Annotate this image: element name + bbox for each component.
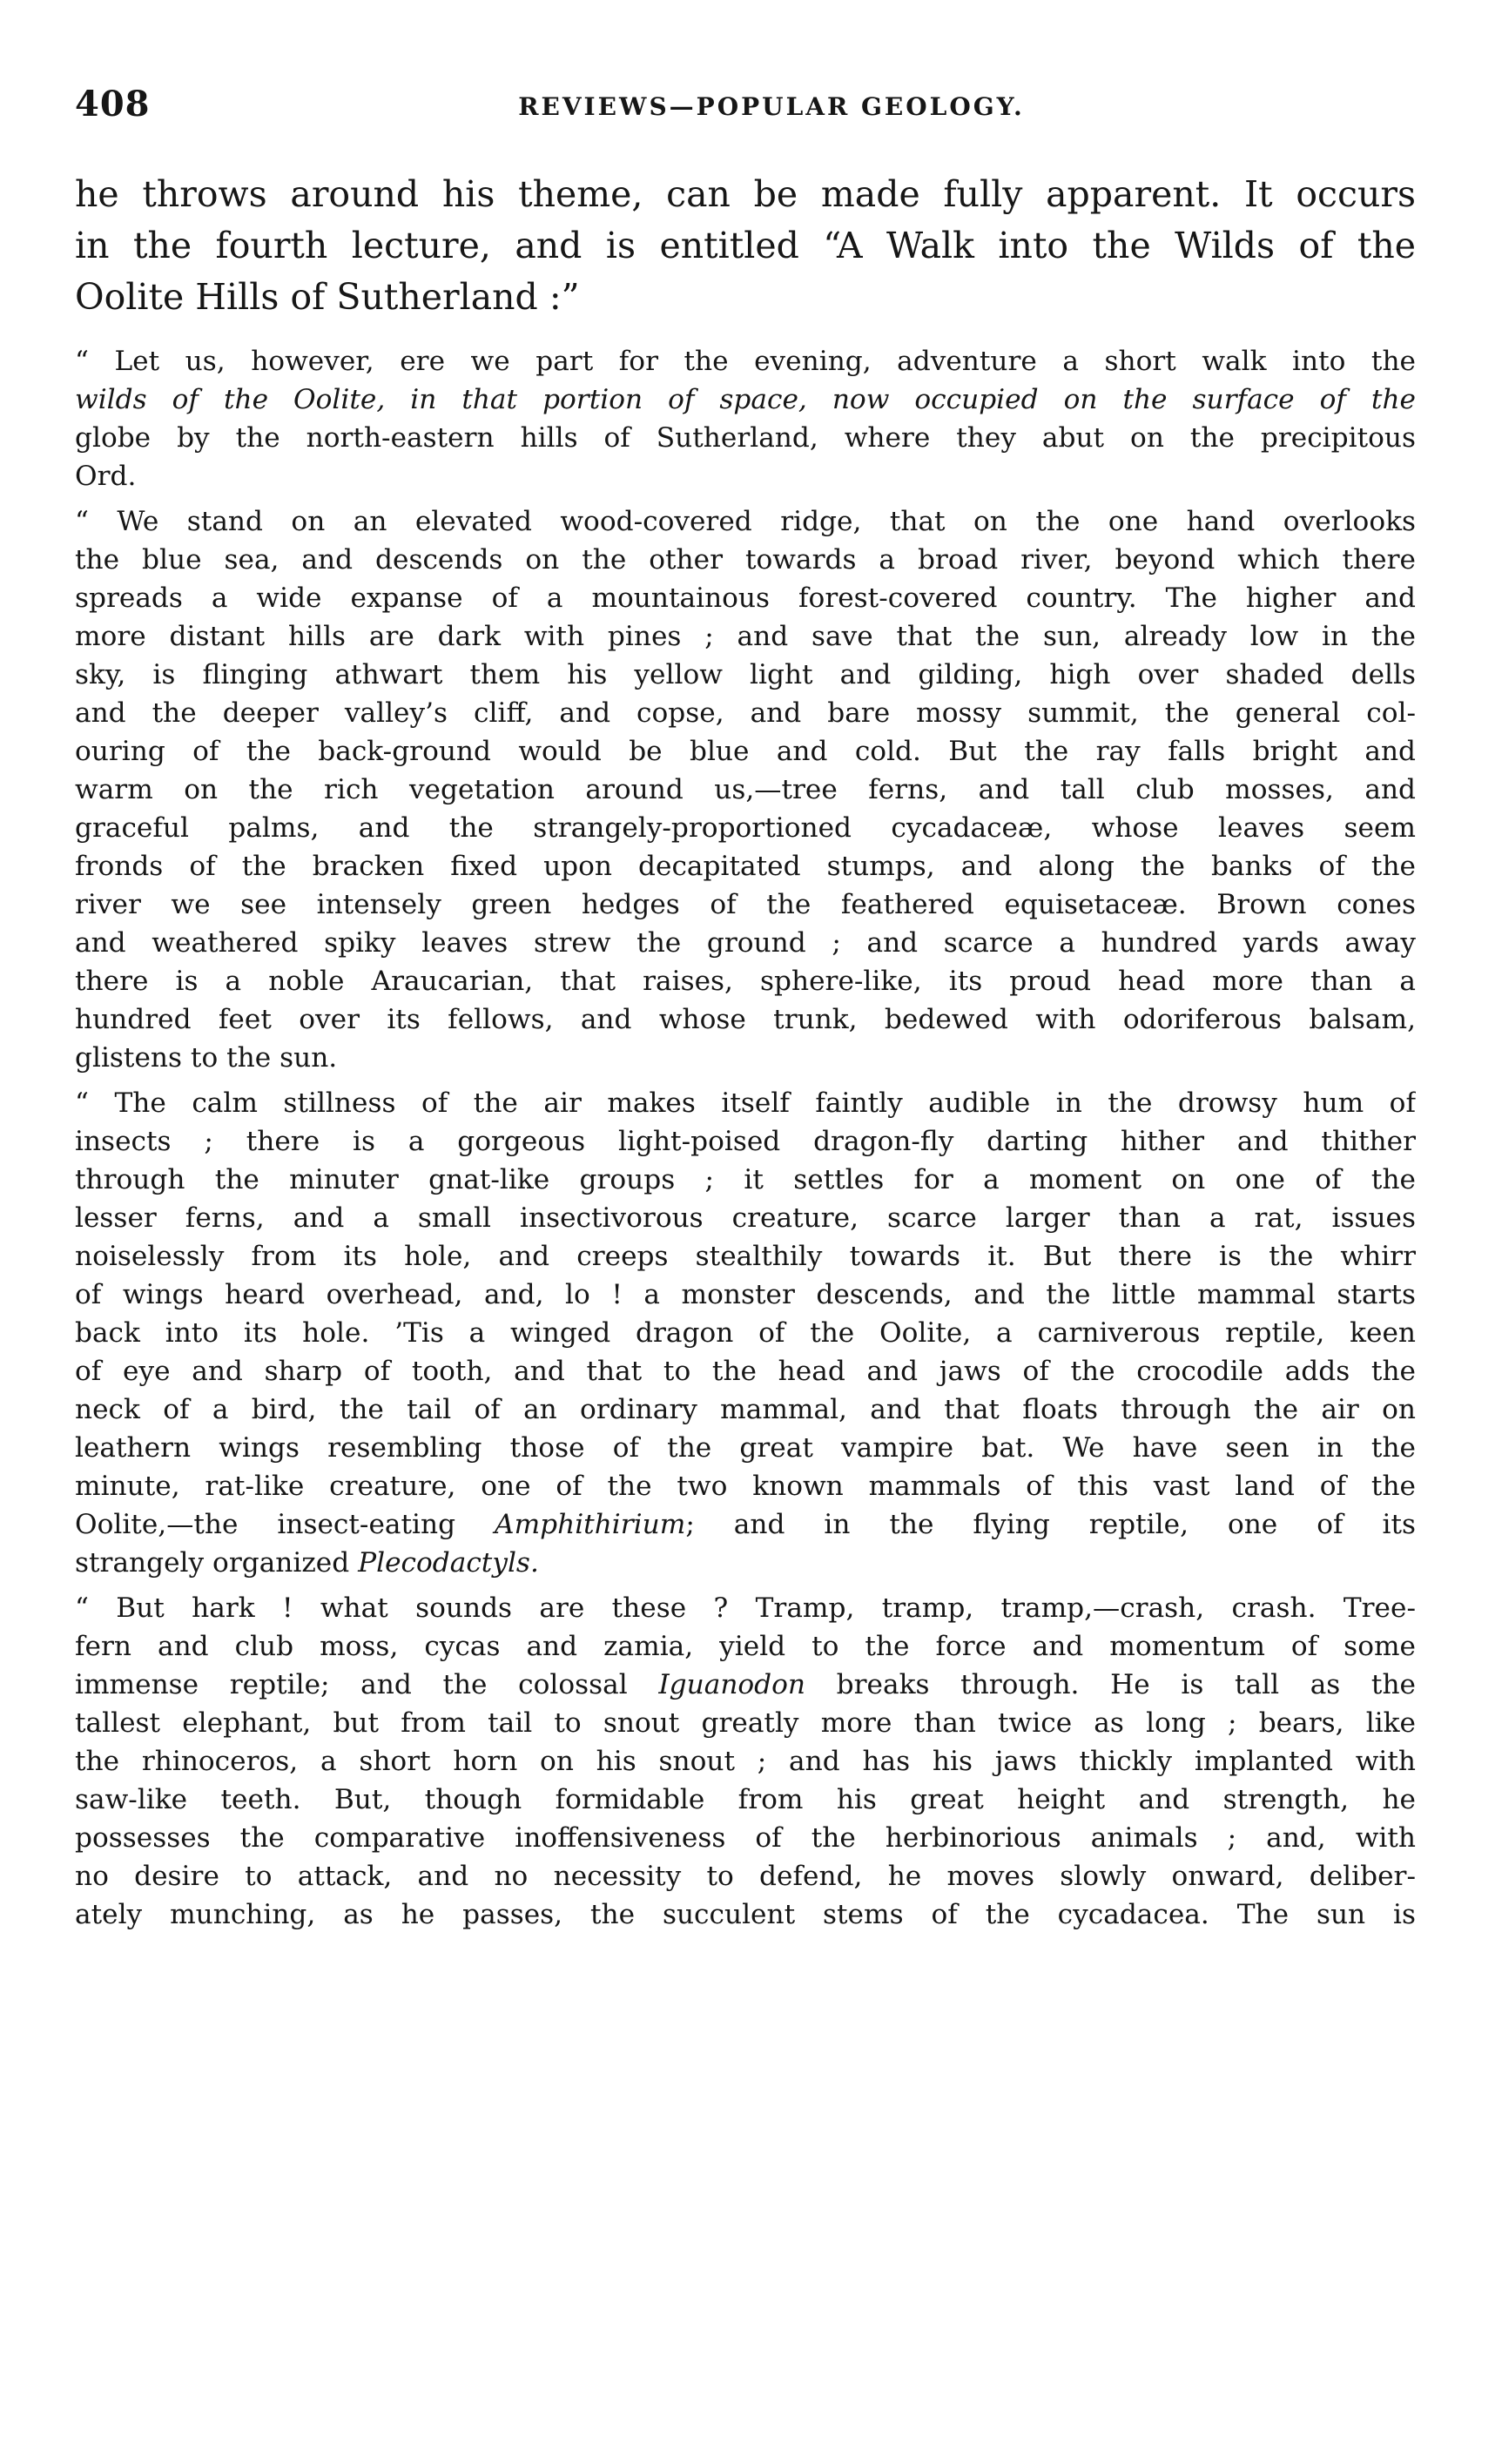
page-number: 408 xyxy=(75,84,151,125)
text-run: ouring of the back-ground would be blue and cold. But the ray falls bright and xyxy=(75,736,1416,767)
quote-paragraph xyxy=(75,1589,1416,1934)
text-run: tallest elephant, but from tail to snout greatly more than twice as long ; bears, like xyxy=(75,1707,1416,1739)
italic-text: Plecodactyls. xyxy=(358,1547,539,1579)
text-run: neck of a bird, the tail of an ordinary mammal, and that floats through the air on xyxy=(75,1394,1416,1425)
text-line xyxy=(75,962,1416,1000)
italic-text: wilds of the Oolite, in that portion of space, now occupied on the surface of the xyxy=(75,384,1416,415)
text-line xyxy=(75,694,1416,732)
text-line xyxy=(75,1276,1416,1314)
text-line xyxy=(75,885,1416,924)
book-page xyxy=(75,84,1416,1941)
text-line xyxy=(75,1000,1416,1039)
text-run: “ The calm stillness of the air makes itself faintly audible in the drowsy hum of xyxy=(75,1087,1416,1119)
quote-paragraph xyxy=(75,1084,1416,1582)
text-line xyxy=(75,1467,1416,1505)
text-run: “ But hark ! what sounds are these ? Tramp, tramp, tramp,—crash, crash. Tree- xyxy=(75,1592,1416,1624)
text-run: ately munching, as he passes, the succulent stems of the cycadacea. The sun is xyxy=(75,1899,1416,1930)
text-line xyxy=(75,457,1416,495)
text-run: more distant hills are dark with pines ; and save that the sun, already low in the xyxy=(75,621,1416,652)
quote-paragraph xyxy=(75,502,1416,1077)
text-line xyxy=(75,1199,1416,1237)
text-run: hundred feet over its fellows, and whose trunk, bedewed with odoriferous balsam, xyxy=(75,1004,1416,1035)
lead-paragraph xyxy=(75,169,1416,323)
text-line xyxy=(75,1084,1416,1122)
text-run: of wings heard overhead, and, lo ! a monster descends, and the little mammal starts xyxy=(75,1279,1416,1310)
text-line xyxy=(75,1857,1416,1895)
text-line xyxy=(75,1237,1416,1276)
text-line xyxy=(75,342,1416,380)
text-run: minute, rat-like creature, one of the two known mammals of this vast land of the xyxy=(75,1471,1416,1502)
text-run: possesses the comparative inoffensiveness of the herbinorious animals ; and, with xyxy=(75,1822,1416,1854)
text-run: through the minuter gnat-like groups ; it settles for a moment on one of the xyxy=(75,1164,1416,1195)
text-line xyxy=(75,1039,1416,1077)
text-line xyxy=(75,732,1416,771)
text-line xyxy=(75,1429,1416,1467)
italic-text: Iguanodon xyxy=(658,1669,806,1700)
text-run: sky, is flinging athwart them his yellow light and gilding, high over shaded dells xyxy=(75,659,1416,690)
text-run: “ We stand on an elevated wood-covered ridge, that on the one hand overlooks xyxy=(75,506,1416,537)
page-header xyxy=(75,84,1416,139)
text-run: globe by the north-eastern hills of Sutherland, where they abut on the precipitous xyxy=(75,422,1416,454)
text-run: breaks through. He is tall as the xyxy=(805,1669,1416,1700)
quoted-passage xyxy=(75,342,1416,1934)
text-run: leathern wings resembling those of the great vampire bat. We have seen in the xyxy=(75,1432,1416,1464)
italic-text: Amphithirium xyxy=(495,1509,686,1540)
text-line xyxy=(75,1544,1416,1582)
text-run: Ord. xyxy=(75,461,137,492)
text-run: spreads a wide expanse of a mountainous forest-covered country. The higher and xyxy=(75,582,1416,614)
text-line xyxy=(75,656,1416,694)
text-line xyxy=(75,1390,1416,1429)
text-line xyxy=(75,1161,1416,1199)
text-line xyxy=(75,924,1416,962)
text-run: the blue sea, and descends on the other towards a broad river, beyond which there xyxy=(75,544,1416,576)
text-run: lesser ferns, and a small insectivorous creature, scarce larger than a rat, issues xyxy=(75,1202,1416,1234)
text-run: Oolite,—the insect-eating xyxy=(75,1509,495,1540)
quote-paragraph xyxy=(75,342,1416,495)
text-run: fern and club moss, cycas and zamia, yield to the force and momentum of some xyxy=(75,1631,1416,1662)
text-line xyxy=(75,847,1416,885)
text-run: strangely organized xyxy=(75,1547,359,1579)
text-run: insects ; there is a gorgeous light-poised dragon-fly darting hither and thither xyxy=(75,1126,1416,1157)
text-line xyxy=(75,1505,1416,1544)
text-run: river we see intensely green hedges of the feathered equisetaceæ. Brown cones xyxy=(75,889,1416,920)
text-line xyxy=(75,1627,1416,1666)
text-line xyxy=(75,1589,1416,1627)
text-line xyxy=(75,541,1416,579)
text-line xyxy=(75,617,1416,656)
text-line xyxy=(75,419,1416,457)
text-line xyxy=(75,502,1416,541)
text-run: saw-like teeth. But, though formidable from his great height and strength, he xyxy=(75,1784,1416,1815)
text-line xyxy=(75,1742,1416,1781)
text-run: noiselessly from its hole, and creeps stealthily towards it. But there is the whirr xyxy=(75,1241,1416,1272)
text-line xyxy=(75,1314,1416,1352)
text-run: warm on the rich vegetation around us,—tree ferns, and tall club mosses, and xyxy=(75,774,1416,805)
text-run: and the deeper valley’s cliff, and copse, and bare mossy summit, the general col- xyxy=(75,697,1416,729)
text-run: fronds of the bracken fixed upon decapitated stumps, and along the banks of the xyxy=(75,851,1416,882)
text-line xyxy=(75,579,1416,617)
text-run: no desire to attack, and no necessity to defend, he moves slowly onward, deliber- xyxy=(75,1861,1416,1892)
text-line xyxy=(75,1781,1416,1819)
text-run: immense reptile; and the colossal xyxy=(75,1669,659,1700)
text-run: the rhinoceros, a short horn on his snout ; and has his jaws thickly implanted with xyxy=(75,1746,1416,1777)
text-line xyxy=(75,1122,1416,1161)
text-line xyxy=(75,1895,1416,1934)
text-line xyxy=(75,1352,1416,1390)
text-run: ; and in the flying reptile, one of its xyxy=(685,1509,1416,1540)
running-head: REVIEWS—POPULAR GEOLOGY. xyxy=(518,92,1025,121)
text-line xyxy=(75,771,1416,809)
text-run: “ Let us, however, ere we part for the evening, adventure a short walk into the xyxy=(75,346,1416,377)
lead-line: he throws around his theme, can be made fully apparent. It occurs xyxy=(75,173,1416,215)
text-line xyxy=(75,1666,1416,1704)
text-run: and weathered spiky leaves strew the ground ; and scarce a hundred yards away xyxy=(75,927,1416,959)
lead-line: Oolite Hills of Sutherland :” xyxy=(75,276,580,318)
text-run: there is a noble Araucarian, that raises, sphere-like, its proud head more than a xyxy=(75,966,1416,997)
text-line xyxy=(75,380,1416,419)
text-run: back into its hole. ’Tis a winged dragon of the Oolite, a carniverous reptile, keen xyxy=(75,1317,1416,1349)
text-run: glistens to the sun. xyxy=(75,1042,338,1074)
text-line xyxy=(75,809,1416,847)
lead-line: in the fourth lecture, and is entitled “A Walk into the Wilds of the xyxy=(75,225,1416,266)
text-run: of eye and sharp of tooth, and that to the head and jaws of the crocodile adds the xyxy=(75,1356,1416,1387)
text-line xyxy=(75,1704,1416,1742)
text-run: graceful palms, and the strangely-proportioned cycadaceæ, whose leaves seem xyxy=(75,812,1416,844)
text-line xyxy=(75,1819,1416,1857)
